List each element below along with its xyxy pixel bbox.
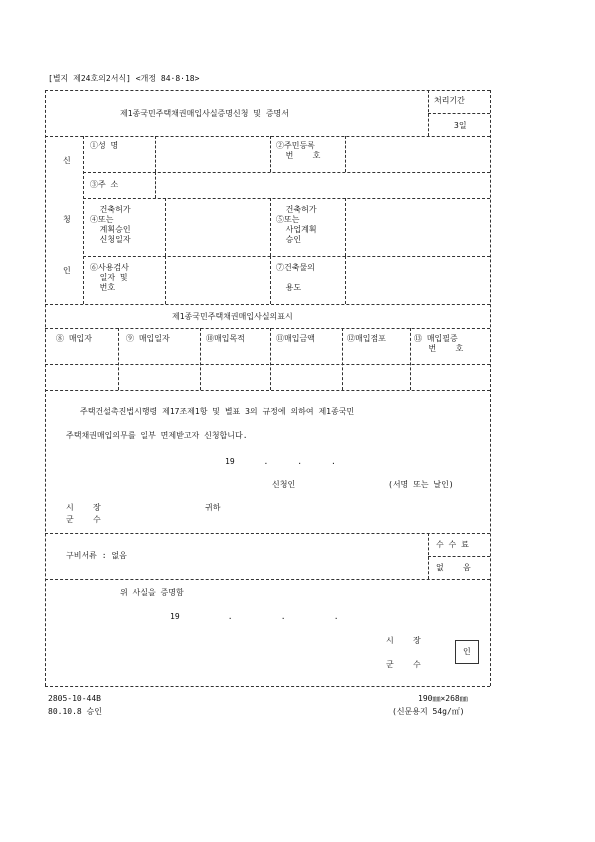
col-header-purpose: ⑩매입목적	[206, 334, 245, 343]
permit-no-label-divider	[270, 198, 271, 256]
recipient-county-head: 군 수	[66, 515, 101, 524]
processing-split	[428, 113, 490, 114]
inspection-field-divider	[165, 256, 166, 304]
statement-line-2: 주택채권매입의무를 일부 면제받고자 신청합니다.	[66, 431, 248, 440]
row3-divider	[83, 256, 490, 257]
purchase-section-title: 제1종국민주택채권매입사실의표시	[172, 312, 293, 321]
purchase-title-divider	[45, 328, 490, 329]
purchase-col-divider-3	[270, 328, 271, 390]
purchase-header-divider	[45, 364, 490, 365]
form-reference: [별지 제24호의2서식] <개정 84·8·18>	[48, 74, 200, 83]
border-right	[490, 90, 491, 686]
required-documents: 구비서류 : 없음	[66, 551, 127, 560]
certifying-mayor: 시 장	[386, 636, 421, 645]
honorific: 귀하	[205, 503, 221, 512]
purchase-col-divider-4	[342, 328, 343, 390]
form-code: 2805-10-44B	[48, 694, 101, 703]
statement-section-end	[45, 533, 490, 534]
col-header-date: ⑨ 매입일자	[126, 334, 170, 343]
col-header-certificate-no: ⑬ 매입필증 번 호	[414, 334, 464, 353]
applicant-side-divider	[83, 136, 84, 304]
resident-number-label: ②주민등록 번 호	[276, 141, 321, 160]
border-top	[45, 90, 490, 91]
processing-period-value: 3일	[454, 121, 467, 130]
form-title: 제1종국민주택채권매입사실증명신청 및 증명서	[120, 109, 290, 118]
certification-date: 19 . . .	[170, 612, 339, 621]
permit-date-label: 건축허가 ④또는 계획승인 신청일자	[90, 205, 131, 244]
purchase-col-divider-1	[118, 328, 119, 390]
permit-number-label: 건축허가 ⑤또는 사업계획 승인	[276, 205, 317, 244]
name-label: ①성 명	[90, 141, 119, 150]
address-field-divider	[155, 172, 156, 198]
col-header-amount: ⑪매입금액	[276, 334, 315, 343]
purchase-col-divider-5	[410, 328, 411, 390]
purpose-field-divider	[345, 256, 346, 304]
fee-label: 수 수 료	[436, 540, 469, 549]
border-left	[45, 90, 46, 686]
official-seal-box	[455, 640, 479, 664]
row2-divider	[83, 198, 490, 199]
row1-divider	[83, 172, 490, 173]
statement-line-1: 주택건설촉진법시행령 제17조제1항 및 별표 3의 규정에 의하여 제1종국민	[80, 407, 355, 416]
fee-split	[428, 556, 490, 557]
certification-text: 위 사실을 증명함	[120, 588, 184, 597]
building-purpose-label: ⑦건축물의 용도	[276, 263, 315, 292]
applicant-side-label-3: 인	[63, 266, 71, 275]
paper-size: 190㎜×268㎜	[418, 694, 468, 703]
purchase-col-divider-2	[200, 328, 201, 390]
purpose-label-divider	[270, 256, 271, 304]
certifying-county-head: 군 수	[386, 660, 421, 669]
docs-section-end	[45, 579, 490, 580]
applicant-section-end	[45, 304, 490, 305]
title-divider	[45, 136, 490, 137]
recipient-mayor: 시 장	[66, 503, 101, 512]
applicant-signature-label: 신청인	[272, 480, 296, 489]
application-date: 19 . . .	[225, 457, 336, 466]
sign-or-seal-note: (서명 또는 날인)	[388, 480, 454, 489]
approval-date: 80.10.8 승인	[48, 707, 102, 716]
permit-no-field-divider	[345, 198, 346, 256]
name-field-divider	[155, 136, 156, 172]
address-label: ③주 소	[90, 180, 119, 189]
seal-mark: 인	[463, 647, 471, 656]
purchase-section-end	[45, 390, 490, 391]
fee-value: 없 음	[436, 563, 471, 572]
inspection-label: ⑥사용검사 일자 및 번호	[90, 263, 129, 292]
resident-label-divider	[270, 136, 271, 172]
col-header-branch: ⑫매입점포	[347, 334, 386, 343]
resident-field-divider	[345, 136, 346, 172]
applicant-side-label-2: 청	[63, 215, 71, 224]
permit-date-field-divider	[165, 198, 166, 256]
col-header-buyer: ⑧ 매입자	[56, 334, 93, 343]
processing-period-label: 처리기간	[434, 96, 465, 105]
border-bottom	[45, 686, 490, 687]
applicant-side-label-1: 신	[63, 156, 71, 165]
paper-type: (신문용지 54g/㎡)	[392, 707, 465, 716]
